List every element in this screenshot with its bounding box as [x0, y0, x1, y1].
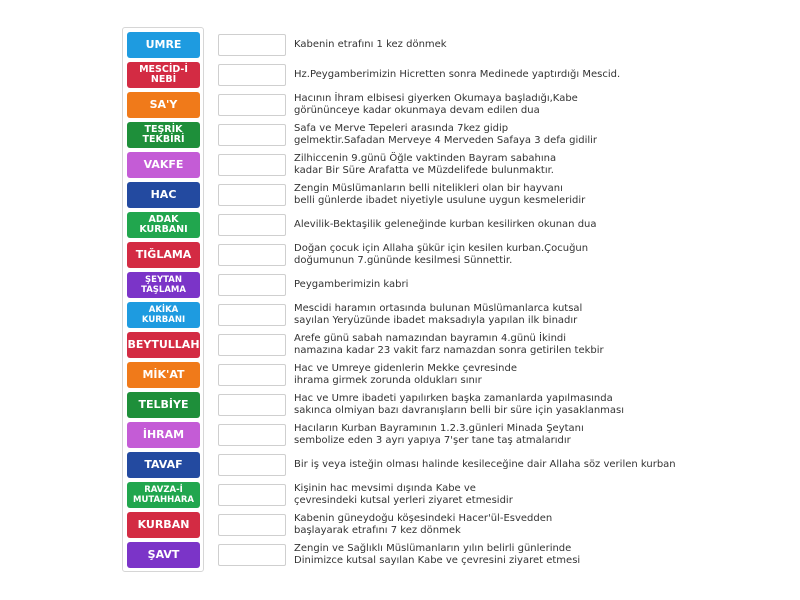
- clue-text: Mescidi haramın ortasında bulunan Müslümanlarca kutsal sayılan Yeryüzünde ibadet maksadıyla yapılan ilk binadır: [294, 303, 583, 326]
- answer-tile[interactable]: TELBİYE: [127, 392, 200, 418]
- answer-tile[interactable]: ŞAVT: [127, 542, 200, 568]
- drop-slot[interactable]: [218, 214, 286, 236]
- clue-text: Zilhiccenin 9.günü Öğle vaktinden Bayram sabahına kadar Bir Süre Arafatta ve Müzdelifede bulunmaktır.: [294, 153, 557, 176]
- drop-slot[interactable]: [218, 394, 286, 416]
- answer-tile[interactable]: ŞEYTAN TAŞLAMA: [127, 272, 200, 298]
- answer-tile[interactable]: TIĞLAMA: [127, 242, 200, 268]
- clue-text: Peygamberimizin kabri: [294, 279, 409, 290]
- answer-tile[interactable]: KURBAN: [127, 512, 200, 538]
- drop-slot[interactable]: [218, 364, 286, 386]
- answer-tile[interactable]: AKİKA KURBANI: [127, 302, 200, 328]
- answer-tile[interactable]: BEYTULLAH: [127, 332, 200, 358]
- clue-text: Bir iş veya isteğin olması halinde kesileceğine dair Allaha söz verilen kurban: [294, 459, 676, 470]
- clue-text: Kabenin etrafını 1 kez dönmek: [294, 39, 447, 50]
- answer-tile[interactable]: MESCİD-İ NEBİ: [127, 62, 200, 88]
- drop-slot[interactable]: [218, 244, 286, 266]
- answer-tile[interactable]: UMRE: [127, 32, 200, 58]
- clue-text: Kabenin güneydoğu köşesindeki Hacer'ül-Esvedden başlayarak etrafını 7 kez dönmek: [294, 513, 553, 536]
- drop-slot[interactable]: [218, 334, 286, 356]
- clue-text: Hacıların Kurban Bayramının 1.2.3.günleri Minada Şeytanı sembolize eden 3 ayrı yapıya 7'şer tane taş atmalarıdır: [294, 423, 584, 446]
- clue-text: Zengin ve Sağlıklı Müslümanların yılın belirli günlerinde Dinimizce kutsal sayılan Kabe ve çevresini ziyaret etmesi: [294, 543, 581, 566]
- answer-tile[interactable]: SA'Y: [127, 92, 200, 118]
- drop-slot[interactable]: [218, 304, 286, 326]
- answer-tile[interactable]: ADAK KURBANI: [127, 212, 200, 238]
- clue-text: Hacının İhram elbisesi giyerken Okumaya başladığı,Kabe görününceye kadar okunmaya devam edilen dua: [294, 93, 578, 116]
- clue-text: Alevilik-Bektaşilik geleneğinde kurban kesilirken okunan dua: [294, 219, 597, 230]
- clue-text: Arefe günü sabah namazından bayramın 4.günü İkindi namazına kadar 23 vakit farz namazdan sonra getirilen tekbir: [294, 333, 604, 356]
- clue-text: Safa ve Merve Tepeleri arasında 7kez gidip gelmektir.Safadan Merveye 4 Merveden Safaya 3 defa gidilir: [294, 123, 598, 146]
- drop-slot[interactable]: [218, 424, 286, 446]
- clue-text: Kişinin hac mevsimi dışında Kabe ve çevresindeki kutsal yerleri ziyaret etmesidir: [294, 483, 513, 506]
- drop-slot[interactable]: [218, 124, 286, 146]
- clue-text: Zengin Müslümanların belli nitelikleri olan bir hayvanı belli günlerde ibadet niyetiyle usulune uygun kesmeleridir: [294, 183, 586, 206]
- drop-slot[interactable]: [218, 514, 286, 536]
- drop-slot[interactable]: [218, 544, 286, 566]
- drop-slot[interactable]: [218, 274, 286, 296]
- answer-tile[interactable]: TAVAF: [127, 452, 200, 478]
- answer-tile[interactable]: TEŞRİK TEKBİRİ: [127, 122, 200, 148]
- drop-slot[interactable]: [218, 64, 286, 86]
- clue-text: Hac ve Umreye gidenlerin Mekke çevresinde ihrama girmek zorunda oldukları sınır: [294, 363, 518, 386]
- answer-tile[interactable]: İHRAM: [127, 422, 200, 448]
- drop-slot[interactable]: [218, 34, 286, 56]
- drop-slot[interactable]: [218, 184, 286, 206]
- drop-slot[interactable]: [218, 454, 286, 476]
- drop-slot[interactable]: [218, 484, 286, 506]
- answer-tile[interactable]: HAC: [127, 182, 200, 208]
- drop-slot[interactable]: [218, 154, 286, 176]
- clue-text: Hac ve Umre ibadeti yapılırken başka zamanlarda yapılmasında sakınca olmiyan bazı davranışların belli bir süre için yasaklanması: [294, 393, 625, 416]
- answer-tile[interactable]: MİK'AT: [127, 362, 200, 388]
- answer-tile[interactable]: RAVZA-İ MUTAHHARA: [127, 482, 200, 508]
- clue-text: Doğan çocuk için Allaha şükür için kesilen kurban.Çocuğun doğumunun 7.gününde kesilmesi Sünnettir.: [294, 243, 589, 266]
- drop-slot[interactable]: [218, 94, 286, 116]
- clue-text: Hz.Peygamberimizin Hicretten sonra Medinede yaptırdığı Mescid.: [294, 69, 621, 80]
- answer-tile[interactable]: VAKFE: [127, 152, 200, 178]
